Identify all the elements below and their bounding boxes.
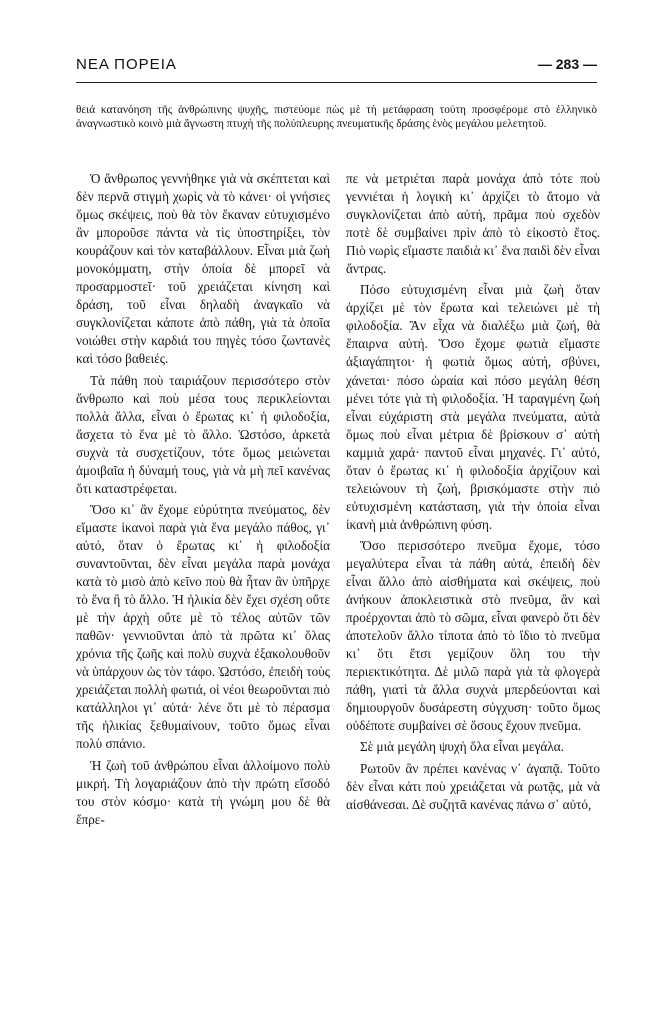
journal-title: ΝΕΑ ΠΟΡΕΙΑ — [76, 56, 177, 73]
left-column — [76, 170, 330, 832]
body-paragraph-continued: πε νὰ μετριέται παρὰ μονάχα ἀπὸ τότε ποὺ γεννιέται ἡ λογικὴ κι᾽ ἀρχίζει τὸ ἄτομο νὰ συγκλονίζεται ἀπὸ αὐτή, πρᾶμα ποὺ σχεδὸν ποτὲ δὲ συμβαίνει πρὶν ἀπὸ τὸ εἰκοστὸ ἔτος. Πιὸ νωρὶς εἴμαστε παιδιὰ κι᾽ ἕνα παιδὶ δὲν εἶναι ἄντρας. — [346, 171, 600, 277]
header-rule — [76, 82, 597, 83]
body-paragraph: Ὅσο κι᾽ ἂν ἔχομε εὐρύτητα πνεύματος, δὲν εἴμαστε ἱκανοὶ παρὰ γιὰ ἕνα μεγάλο πάθος, γι᾽ αὐτό, ὅταν ὁ ἔρωτας κι᾽ ἡ φιλοδοξία συναντοῦνται, δὲν εἶναι μεγάλα παρὰ μονάχα κατὰ τὸ μισὸ ἀπὸ κεῖνο ποὺ θὰ ἦταν ἂν ὑπῆρχε τὸ ἕνα ἢ τὸ ἄλλο. Ἡ ἡλικία δὲν ἔχει σχέση οὔτε μὲ τὴν ἀρχὴ οὔτε μὲ τὸ τέλος αὐτῶν τῶν παθῶν· γεννιοῦνται ἀπὸ τὰ πρῶτα κι᾽ ὅλας χρόνια τῆς ζωῆς καὶ πολὺ συχνὰ ἐξακολουθοῦν νὰ ὑπάρχουν ὡς τὸν τάφο. Ὡστόσο, ἐπειδὴ τοὺς χρειάζεται πολλὴ φωτιά, οἱ νέοι θεωροῦνται πιὸ κατάλληλοι γι᾽ αὐτά· λένε ὅτι μὲ τὸ πέρασμα τῆς ἡλικίας ξεθυμαίνουν, τοῦτο ὅμως εἶναι πολὺ σπάνιο. — [76, 501, 330, 752]
body-paragraph: Ἡ ζωὴ τοῦ ἀνθρώπου εἶναι ἀλλοίμονο πολὺ μικρή. Τὴ λογαριάζουν ἀπὸ τὴν πρώτη εἴσοδό του στὸν κόσμο· κατὰ τὴ γνώμη μου δὲ θὰ ἔπρε- — [76, 757, 330, 827]
running-head — [76, 56, 597, 78]
body-paragraph: Σὲ μιὰ μεγάλη ψυχὴ ὅλα εἶναι μεγάλα. — [360, 739, 564, 755]
page-number: — 283 — — [537, 56, 597, 72]
body-paragraph: Ὁ ἄνθρωπος γεννήθηκε γιὰ νὰ σκέπτεται καὶ δὲν περνᾶ στιγμὴ χωρὶς νὰ τὸ κάνει· οἱ γνήσιες ὅμως σκέψεις, ποὺ θὰ τὸν ἔκαναν εὐτυχισμένο ἂν μποροῦσε πάντα νὰ τὶς ὑποστηρίξει, τὸν κουράζουν καὶ τὸν καταβάλλουν. Εἶναι μιὰ ζωὴ μονοκόμματη, στὴν ὁποία δὲ μπορεῖ νὰ προσαρμοστεῖ· τοῦ χρειάζεται κίνηση καὶ δράση, τοῦ εἶναι δηλαδὴ ἀναγκαῖο νὰ συγκλονίζεται κάποτε ἀπὸ πάθη, γιὰ τὰ ὁποῖα νοιώθει στὴν καρδιά του πηγὲς τόσο ζωντανὲς καὶ τόσο βαθειές. — [76, 171, 330, 367]
body-paragraph: Πόσο εὐτυχισμένη εἶναι μιὰ ζωὴ ὅταν ἀρχίζει μὲ τὸν ἔρωτα καὶ τελειώνει μὲ τὴ φιλοδοξία. Ἂν εἶχα νὰ διαλέξω μιὰ ζωή, θὰ ἔπαιρνα αὐτή. Ὅσο ἔχομε φωτιὰ εἴμαστε ἀξιαγάπητοι· ἡ φωτιὰ ὅμως αὐτή, σβύνει, χάνεται· πόσο ὡραία καὶ πόσο μεγάλη θέση μένει τότε γιὰ τὴ φιλοδοξία. Ἡ ταραγμένη ζωὴ εἶναι εὐχάριστη στὰ μεγάλα πνεύματα, αὐτὰ ὅμως ποὺ εἶναι μέτρια δὲ βρίσκουν σ᾽ αὐτὴ καμμιὰ χαρά· παντοῦ εἶναι μηχανές. Γι᾽ αὐτό, ὅταν ὁ ἔρωτας κι᾽ ἡ φιλοδοξία ἀρχίζουν καὶ τελειώνουν τὴ ζωή, βρισκόμαστε στὴν πιὸ εὐτυχισμένη κατάσταση, γιὰ τὴν ὁποία εἶναι ἱκανὴ μιὰ ἀνθρώπινη φύση. — [346, 282, 600, 532]
body-paragraph: Τὰ πάθη ποὺ ταιριάζουν περισσότερο στὸν ἄνθρωπο καὶ ποὺ μέσα τους περικλείονται πολλὰ ἄλλα, εἶναι ὁ ἔρωτας κι᾽ ἡ φιλοδοξία, ἄσχετα τὸ ἕνα μὲ τὸ ἄλλο. Ὡστόσο, ἀρκετὰ συχνὰ τὰ συσχετίζουν, τότε ὅμως μειώνεται ἀμοιβαῖα ἡ δύναμή τους, γιὰ νὰ μὴ πεῖ κανένας ὅτι καταστρέφεται. — [76, 372, 330, 496]
intro-paragraph: θειά κατανόηση τῆς ἀνθρώπινης ψυχῆς, πιστεύομε πὼς μὲ τὴ μετάφραση τούτη προσφέρομε στὸ ἑλληνικὸ ἀναγνωστικὸ κοινὸ μιὰ ἄγνωστη πτυχὴ τῆς πολύπλευρης πνευματικῆς δράσης ἑνὸς μεγάλου μελετητοῦ. — [76, 104, 597, 131]
body-paragraph: Ὅσο περισσότερο πνεῦμα ἔχομε, τόσο μεγαλύτερα εἶναι τὰ πάθη αὐτά, ἐπειδὴ δὲν εἶναι ἄλλο ἀπὸ αἰσθήματα καὶ σκέψεις, ποὺ ἀνήκουν ἀποκλειστικὰ στὸ πνεῦμα, ἂν καὶ προέρχονται ἀπὸ τὸ σῶμα, εἶναι φανερὸ ὅτι δὲν ἀποτελοῦν ἄλλο τίποτα ἀπὸ τὸ ἴδιο τὸ πνεῦμα κι᾽ ὅτι ἔτσι γεμίζουν ὅλη του τὴν περιεκτικότητα. Δὲ μιλῶ παρὰ γιὰ τὰ φλογερὰ πάθη, γιατὶ τὰ ἄλλα συχνὰ μπερδεύονται καὶ δημιουργοῦν δυσάρεστη σύγχυση· τοῦτο ὅμως οὐδέποτε συμβαίνει σὲ ὅσους ἔχουν πνεῦμα. — [346, 537, 600, 734]
body-paragraph: Ρωτοῦν ἂν πρέπει κανένας ν᾽ ἀγαπᾷ. Τοῦτο δὲν εἶναι κάτι ποὺ χρειάζεται νὰ ρωτᾷς, μὰ νὰ αἰσθάνεσαι. Δὲ συζητᾶ κανένας πάνω σ᾽ αὐτό, — [346, 760, 600, 812]
right-column — [346, 170, 600, 817]
